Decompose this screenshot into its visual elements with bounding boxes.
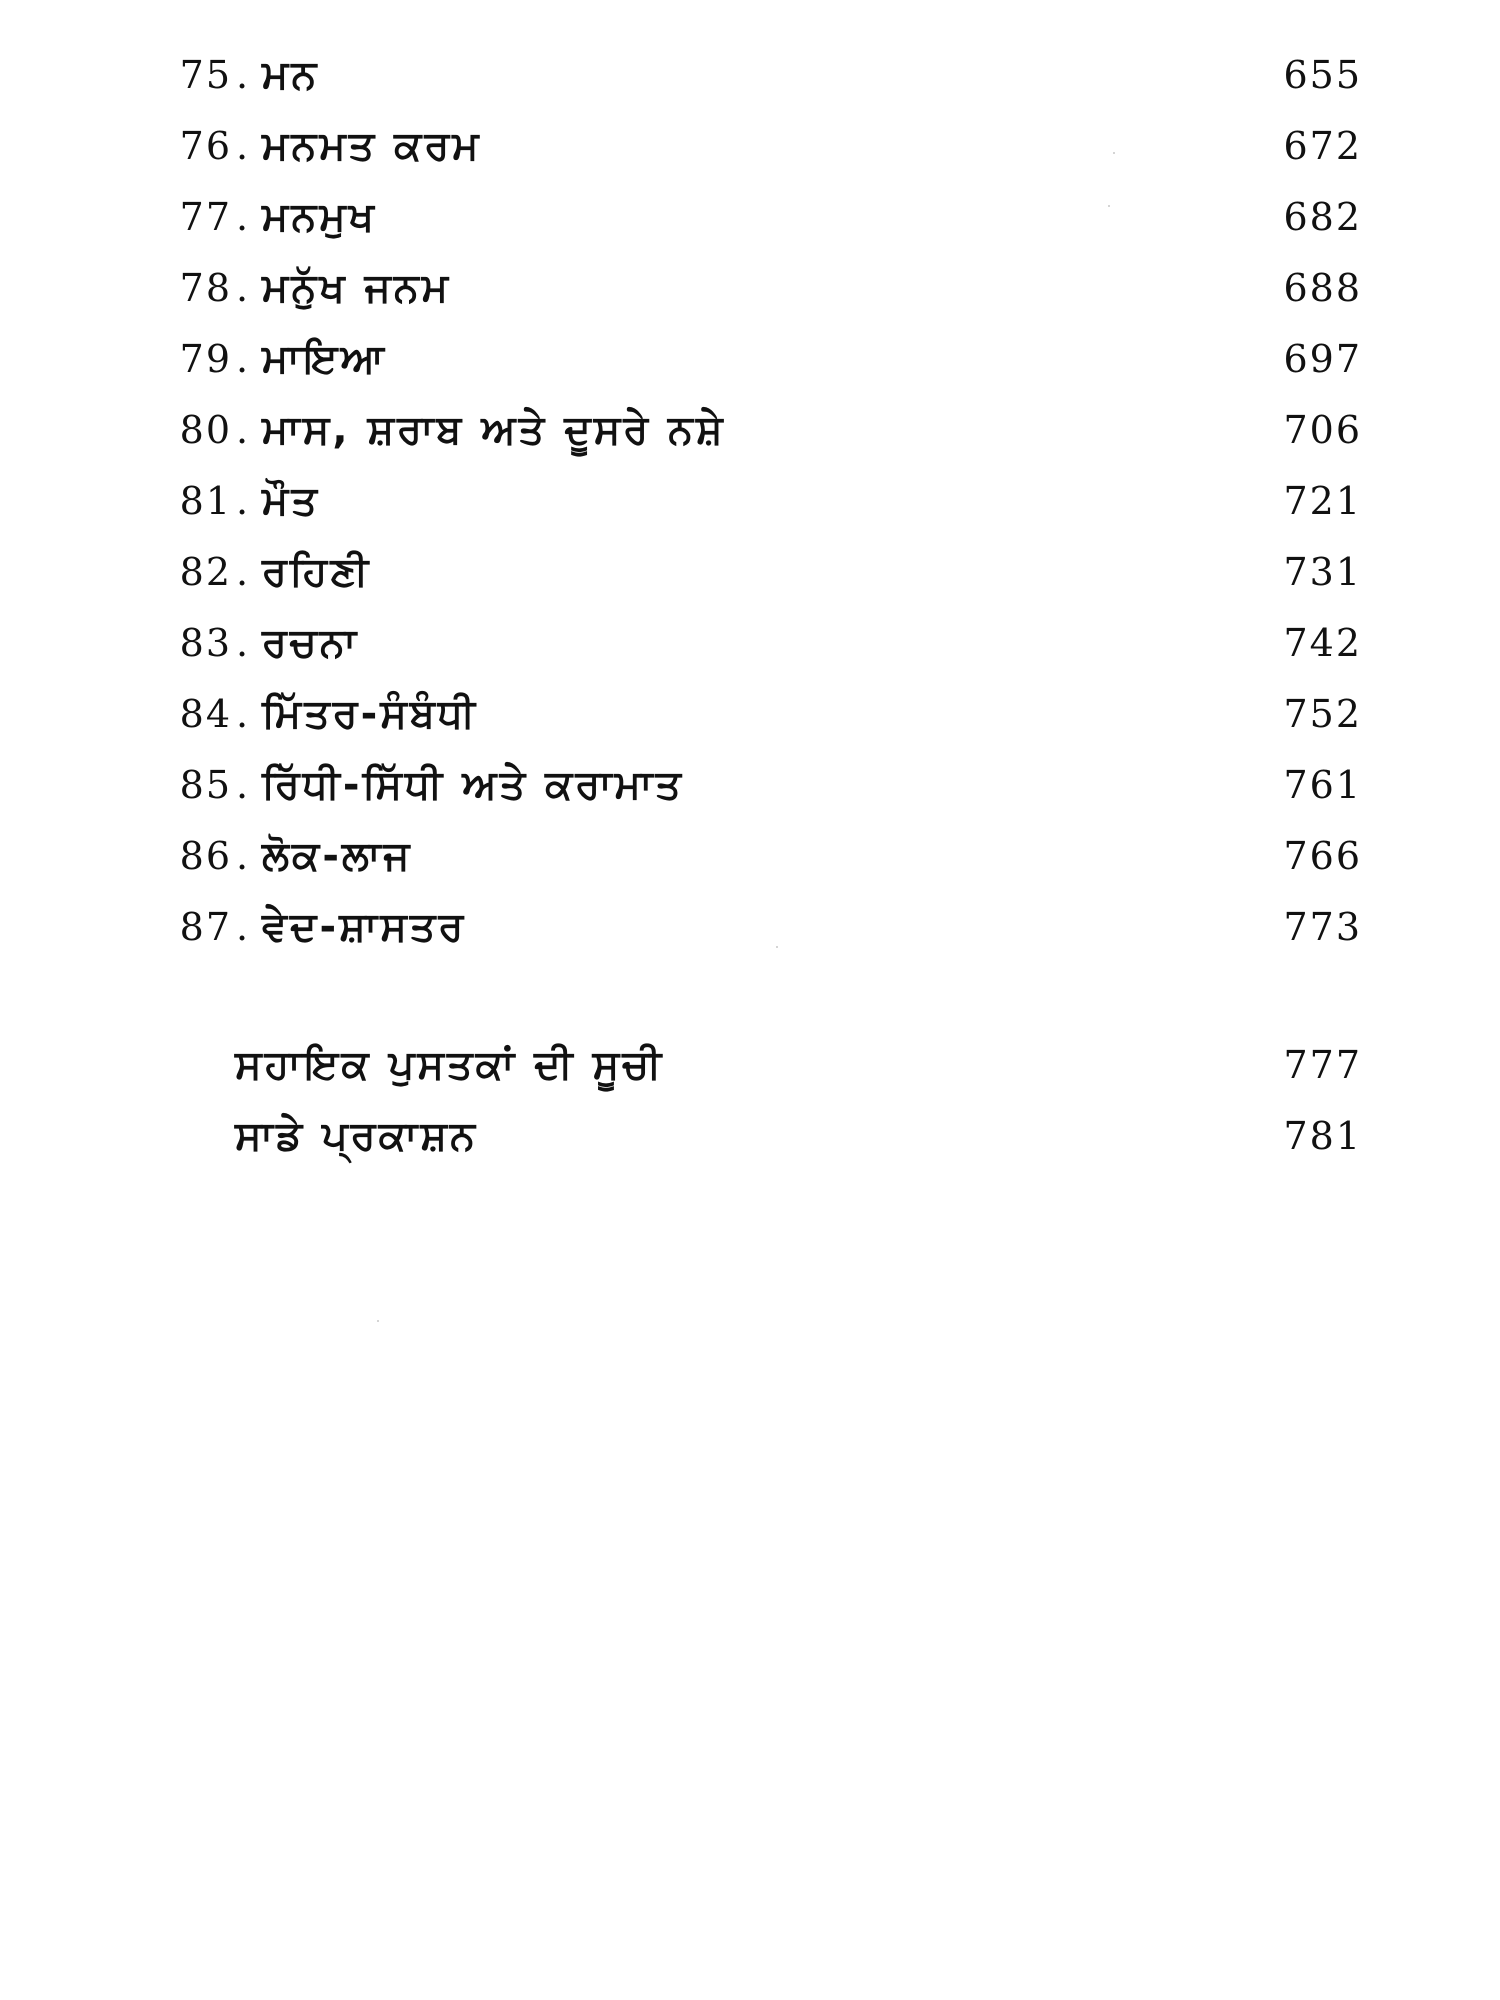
toc-entry-page: 742: [1283, 621, 1362, 665]
toc-entry-dot: .: [236, 763, 249, 807]
toc-entry: [140, 750, 1362, 821]
publications-page: 781: [1283, 1114, 1362, 1158]
toc-list: [140, 40, 1362, 963]
toc-entry-number: 87: [179, 905, 232, 949]
toc-entry-title: ਮਨੁੱਖ ਜਨਮ: [262, 265, 452, 311]
toc-entry: [140, 253, 1362, 324]
back-matter-entry: [140, 1101, 1362, 1172]
toc-entry-title: ਮਾਇਆ: [262, 336, 388, 382]
toc-entry: [140, 182, 1362, 253]
toc-entry-page: 761: [1283, 763, 1362, 807]
toc-entry-dot: .: [236, 905, 249, 949]
toc-entry-dot: .: [236, 550, 249, 594]
publications-title: ਸਾਡੇ ਪ੍ਰਕਾਸ਼ਨ: [235, 1113, 478, 1159]
scan-speck: [776, 946, 778, 948]
toc-entry: [140, 466, 1362, 537]
toc-entry-title: ਲੋਕ-ਲਾਜ: [262, 833, 413, 879]
toc-entry-title: ਮਿੱਤਰ-ਸੰਬੰਧੀ: [262, 691, 479, 737]
toc-entry-number: 84: [179, 692, 232, 736]
toc-entry-page: 682: [1283, 195, 1362, 239]
toc-entry-number: 83: [179, 621, 232, 665]
toc-entry-number: 79: [179, 337, 232, 381]
toc-entry-number: 80: [179, 408, 232, 452]
toc-entry-number: 75: [179, 53, 232, 97]
toc-entry-page: 706: [1283, 408, 1362, 452]
bibliography-title: ਸਹਾਇਕ ਪੁਸਤਕਾਂ ਦੀ ਸੂਚੀ: [235, 1042, 665, 1088]
toc-entry-title: ਮਾਸ, ਸ਼ਰਾਬ ਅਤੇ ਦੂਸਰੇ ਨਸ਼ੇ: [262, 407, 726, 453]
toc-entry-dot: .: [236, 266, 249, 310]
toc-entry-dot: .: [236, 621, 249, 665]
toc-entry-number: 86: [179, 834, 232, 878]
scan-speck: [1108, 205, 1110, 207]
toc-entry: [140, 537, 1362, 608]
scan-speck: [1113, 152, 1115, 154]
toc-entry-number: 81: [179, 479, 232, 523]
toc-entry-page: 655: [1283, 53, 1362, 97]
toc-entry-dot: .: [236, 479, 249, 523]
toc-entry: [140, 40, 1362, 111]
toc-entry-number: 85: [179, 763, 232, 807]
toc-entry: [140, 821, 1362, 892]
toc-entry-dot: .: [236, 53, 249, 97]
toc-entry-title: ਵੇਦ-ਸ਼ਾਸਤਰ: [262, 904, 467, 950]
toc-entry-page: 731: [1283, 550, 1362, 594]
toc-entry: [140, 608, 1362, 679]
toc-entry: [140, 111, 1362, 182]
scan-speck: [377, 1320, 379, 1322]
toc-entry-page: 721: [1283, 479, 1362, 523]
back-matter-list: [140, 1030, 1362, 1172]
toc-entry: [140, 395, 1362, 466]
toc-entry-title: ਰਚਨਾ: [262, 620, 360, 666]
toc-entry-page: 688: [1283, 266, 1362, 310]
toc-entry-title: ਰਹਿਣੀ: [262, 549, 372, 595]
toc-entry: [140, 324, 1362, 395]
toc-entry-title: ਮਨਮੁਖ: [262, 194, 377, 240]
toc-entry-number: 82: [179, 550, 232, 594]
toc-entry-dot: .: [236, 195, 249, 239]
bibliography-page: 777: [1283, 1043, 1362, 1087]
toc-entry-page: 672: [1283, 124, 1362, 168]
toc-entry-dot: .: [236, 692, 249, 736]
toc-entry-number: 76: [179, 124, 232, 168]
toc-entry-dot: .: [236, 834, 249, 878]
toc-entry-page: 773: [1283, 905, 1362, 949]
back-matter-entry: [140, 1030, 1362, 1101]
toc-entry: [140, 679, 1362, 750]
toc-entry-title: ਮਨ: [262, 52, 320, 98]
toc-entry-page: 766: [1283, 834, 1362, 878]
toc-entry-title: ਮਨਮਤ ਕਰਮ: [262, 123, 482, 169]
toc-entry-dot: .: [236, 124, 249, 168]
toc-entry-number: 78: [179, 266, 232, 310]
toc-entry-title: ਮੌਤ: [262, 478, 320, 524]
toc-entry-title: ਰਿੱਧੀ-ਸਿੱਧੀ ਅਤੇ ਕਰਾਮਾਤ: [262, 762, 685, 808]
toc-entry-dot: .: [236, 408, 249, 452]
toc-entry-page: 697: [1283, 337, 1362, 381]
toc-entry: [140, 892, 1362, 963]
toc-entry-number: 77: [179, 195, 232, 239]
toc-entry-page: 752: [1283, 692, 1362, 736]
toc-entry-dot: .: [236, 337, 249, 381]
